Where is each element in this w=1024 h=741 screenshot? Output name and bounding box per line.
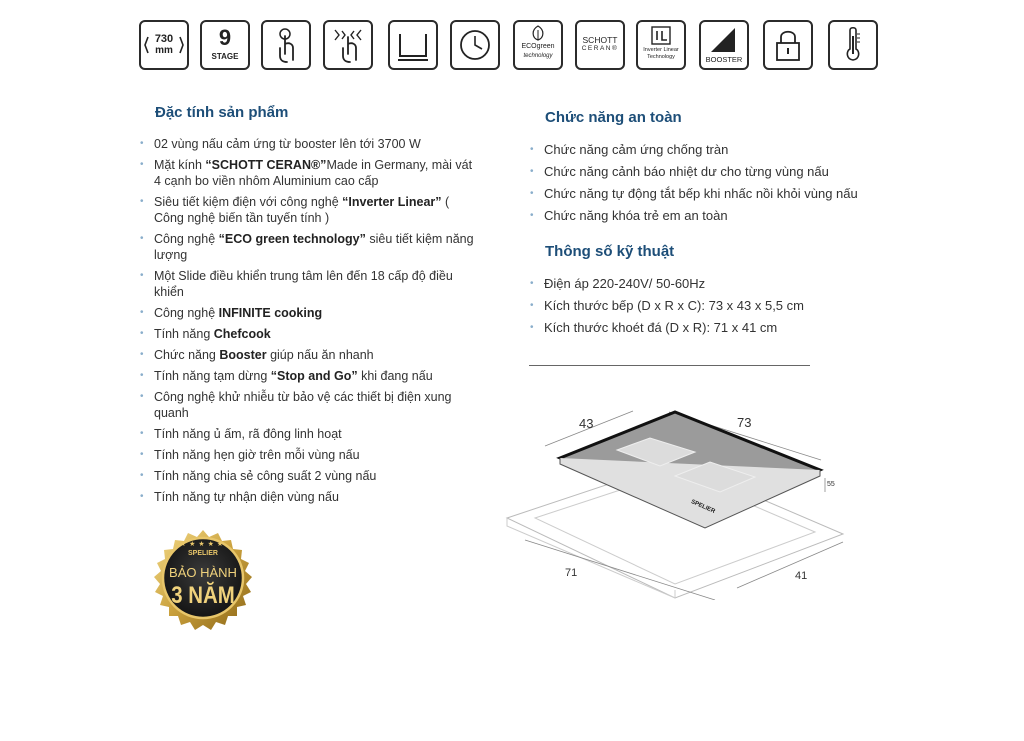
warranty-badge: ★★★★★ SPELIER BẢO HÀNH 3 NĂM <box>145 520 261 636</box>
inverter-linear-icon: Inverter Linear Technology <box>636 20 686 70</box>
feature-item: • Một Slide điều khiển trung tâm lên đến 18 cấp độ điều khiển <box>140 268 475 300</box>
feature-item: • Tính năng Chefcook <box>140 326 475 342</box>
spec-item: • Điện áp 220-240V/ 50-60Hz <box>530 276 910 292</box>
safety-heading: Chức năng an toàn <box>545 109 682 126</box>
feature-icon-row <box>139 20 884 74</box>
feature-item: • Tính năng chia sẻ công suất 2 vùng nấu <box>140 468 475 484</box>
dim-height: 55 <box>827 481 835 488</box>
feature-item: • Mặt kính “SCHOTT CERAN®”Made in Germany, mài vát 4 cạnh bo viền nhôm Aluminium cao cấp <box>140 157 475 189</box>
schott-ceran-icon: SCHOTT CERAN® <box>575 20 625 70</box>
dim-width-top: 43 <box>579 416 594 431</box>
feature-item: • Tính năng hẹn giờ trên mỗi vùng nấu <box>140 447 475 463</box>
safety-item: • Chức năng cảnh báo nhiệt dư cho từng vùng nấu <box>530 164 910 180</box>
features-heading: Đặc tính sản phẩm <box>155 104 289 121</box>
diagram-brand-label: SPELIER <box>689 499 716 515</box>
feature-item: • Tính năng tự nhận diện vùng nấu <box>140 489 475 505</box>
dim-length-bottom: 71 <box>565 567 578 579</box>
feature-item: • Chức năng Booster giúp nấu ăn nhanh <box>140 347 475 363</box>
slide-control-icon <box>323 20 373 70</box>
features-list <box>140 136 475 510</box>
feature-item: • 02 vùng nấu cảm ứng từ booster lên tới 3700 W <box>140 136 475 152</box>
eco-green-icon: ECOgreen technology <box>513 20 563 70</box>
dim-length-top: 73 <box>737 415 752 430</box>
safety-item: • Chức năng khóa trẻ em an toàn <box>530 208 910 224</box>
divider-line <box>529 365 810 366</box>
safety-item: • Chức năng cảm ứng chống tràn <box>530 142 910 158</box>
residual-heat-icon <box>828 20 878 70</box>
cooktop-dimension-diagram <box>505 400 850 600</box>
feature-item: • Siêu tiết kiệm điện với công nghệ “Inverter Linear” ( Công nghệ biến tần tuyến tính ) <box>140 194 475 226</box>
safety-item: • Chức năng tự động tắt bếp khi nhấc nồi khỏi vùng nấu <box>530 186 910 202</box>
feature-item: • Tính năng ủ ấm, rã đông linh hoạt <box>140 426 475 442</box>
touch-control-icon <box>261 20 311 70</box>
cookware-icon <box>388 20 438 70</box>
booster-icon: BOOSTER <box>699 20 749 70</box>
size-730mm-icon: 730 mm <box>139 20 189 70</box>
feature-item: • Công nghệ “ECO green technology” siêu tiết kiệm năng lượng <box>140 231 475 263</box>
feature-item: • Tính năng tạm dừng “Stop and Go” khi đang nấu <box>140 368 475 384</box>
safety-list <box>530 142 910 230</box>
spec-item: • Kích thước khoét đá (D x R): 71 x 41 cm <box>530 320 910 336</box>
child-lock-icon <box>763 20 813 70</box>
stage-9-icon: 9 STAGE <box>200 20 250 70</box>
feature-item: • Công nghệ INFINITE cooking <box>140 305 475 321</box>
specs-heading: Thông số kỹ thuật <box>545 243 675 260</box>
dim-width-bottom: 41 <box>795 570 808 582</box>
timer-icon <box>450 20 500 70</box>
spec-item: • Kích thước bếp (D x R x C): 73 x 43 x 5,5 cm <box>530 298 910 314</box>
feature-item: • Công nghệ khử nhiễu từ bảo vệ các thiết bị điện xung quanh <box>140 389 475 421</box>
specs-list <box>530 276 910 342</box>
